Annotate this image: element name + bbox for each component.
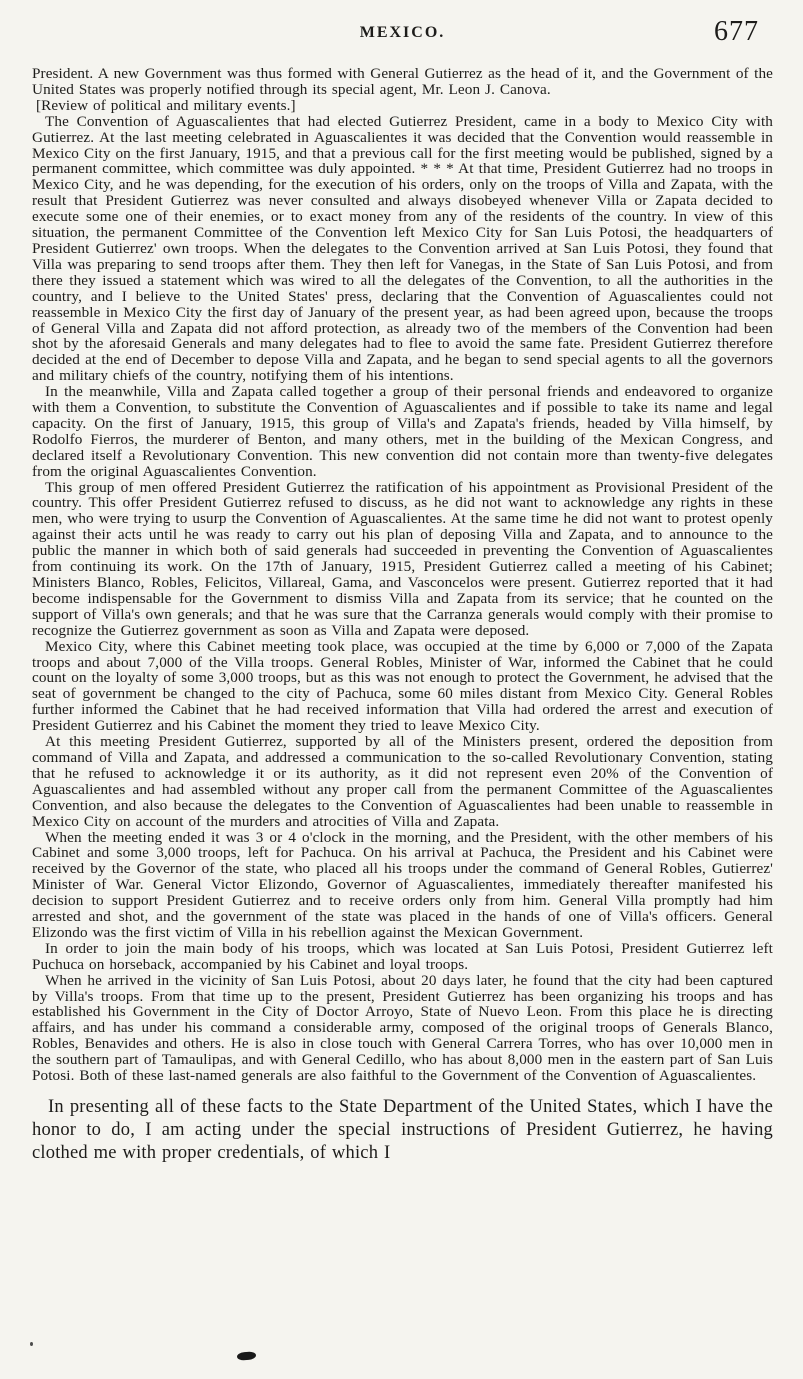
paragraph: At this meeting President Gutierrez, supported by all of the Ministers present, ordered the deposition from command of Villa and Zapata, and addressed a communication to the so-called Revolutionary Convention, stating that he refused to acknowledge it or its authority, as it did not represent even 20% of the Convention of Aguascalientes and had assembled without any proper call from the permanent Committee of the Aguascalientes Convention, and also because the delegates to the Convention of Aguascalientes had been unable to reassemble in Mexico City on account of the murders and atrocities of Villa and Zapata. <box>32 733 773 830</box>
paragraph: When he arrived in the vicinity of San Luis Potosi, about 20 days later, he found that the city had been captured by Villa's troops. From that time up to the present, President Gutierrez has been organizing his troops and has established his Government in the City of Doctor Arroyo, State of Nuevo Leon. From this place he is directing affairs, and has under his command a considerable army, composed of the original troops of Generals Blanco, Robles, Benavides and others. He is also in close touch with General Carrera Torres, who has over 10,000 men in the southern part of Tamaulipas, and with General Cedillo, who has about 8,000 men in the eastern part of San Luis Potosi. Both of these last-named generals are also faithful to the Government of the Convention of Aguascalientes. <box>32 971 773 1085</box>
page-body <box>32 66 773 1165</box>
paragraph: Mexico City, where this Cabinet meeting took place, was occupied at the time by 6,000 or 7,000 of the Zapata troops and about 7,000 of the Villa troops. General Robles, Minister of War, informed the Cabinet that he could count on the loyalty of some 3,000 troops, but as this was not enough to protect the Government, he advised that the seat of government be changed to the city of Pachuca, some 60 miles distant from Mexico City. General Robles further informed the Cabinet that he had received information that Villa had ordered the arrest and execution of President Gutierrez and his Cabinet the moment they tried to leave Mexico City. <box>32 637 773 735</box>
review-note: [Review of political and military events.] <box>36 96 296 114</box>
paragraph: The Convention of Aguascalientes that had elected Gutierrez President, came in a body to Mexico City with Gutierrez. At the last meeting celebrated in Aguascalientes it was decided that the Convention would reassemble in Mexico City on the first January, 1915, and that a previous call for the first meeting would be published, signed by a permanent committee, which committee was duly appointed. * * * At that time, President Gutierrez had no troops in Mexico City, and he was depending, for the execution of his orders, only on the troops of Villa and Zapata, with the result that President Gutierrez was never consulted and always disobeyed whenever Villa or Zapata decided to execute some one of their enemies, or to exact money from any of the residents of the country. In view of this situation, the permanent Committee of the Convention left Mexico City for San Luis Potosi, the headquarters of President Gutierrez' own troops. When the delegates to the Convention arrived at San Luis Potosi, they found that Villa was preparing to send troops after them. They then left for Vanegas, in the State of San Luis Potosi, and from there they issued a statement which was wired to all the delegates of the Convention, to all the authorities in the country, and I believe to the United States' press, declaring that the Convention of Aguascalientes could not reassemble in Mexico City the first day of January of the present year, as had been agreed upon, because the troops of General Villa and Zapata did not afford protection, as already two of the members of the Convention had been shot by the aforesaid Generals and many delegates had to flee to avoid the same fate. President Gutierrez therefore decided at the end of December to depose Villa and Zapata, and he began to send special agents to all the governors and military chiefs of the country, notifying them of his intentions. <box>32 112 773 385</box>
page-title: MEXICO. <box>359 24 446 41</box>
paragraph: In order to join the main body of his troops, which was located at San Luis Potosi, President Gutierrez left Puchuca on horseback, accompanied by his Cabinet and loyal troops. <box>32 939 773 973</box>
scan-artifact-dot <box>30 1342 33 1346</box>
closing-paragraph: In presenting all of these facts to the State Department of the United States, which I have the honor to do, I am acting under the special instructions of President Gutierrez, he having clothed me with proper credentials, of which I <box>32 1097 773 1163</box>
paragraph: In the meanwhile, Villa and Zapata called together a group of their personal friends and endeavored to organize with them a Convention, to substitute the Convention of Aguascalientes and if possible to take its name and legal capacity. On the first of January, 1915, this group of Villa's and Zapata's friends, headed by Villa himself, by Rodolfo Fierros, the murderer of Benton, and many others, met in the building of the Mexican Congress, and declared itself a Revolutionary Convention. This new convention did not contain more than twenty-five delegates from the original Aguascalientes Convention. <box>32 383 773 480</box>
scan-artifact-blob <box>237 1351 257 1361</box>
paragraph: When the meeting ended it was 3 or 4 o'clock in the morning, and the President, with the other members of his Cabinet and some 3,000 troops, left for Pachuca. On his arrival at Pachuca, the President and his Cabinet were received by the Governor of the state, who placed all his troops under the command of General Robles, Gutierrez' Minister of War. General Victor Elizondo, Governor of Aguascalientes, immediately thereafter manifested his decision to support President Gutierrez and to receive orders only from him. General Villa promptly had him arrested and shot, and the government of the state was placed in the hands of one of Villa's officers. General Elizondo was the first victim of Villa in his rebellion against the Mexican Government. <box>32 828 773 941</box>
page-header <box>32 16 773 60</box>
paragraph-continuation: President. A new Government was thus formed with General Gutierrez as the head of it, and the Government of the United States was properly notified through its special agent, Mr. Leon J. Canova. <box>32 65 773 98</box>
page-number: 677 <box>714 16 759 47</box>
paragraph: This group of men offered President Gutierrez the ratification of his appointment as Provisional President of the country. This offer President Gutierrez refused to discuss, as he did not want to acknowledge any rights in these men, who were trying to usurp the Convention of Aguascalientes. At the same time he did not want to protest openly against their acts until he was ready to carry out his plan of deposing Villa and Zapata, and to announce to the public the manner in which both of said generals had succeeded in preventing the Convention of Aguascalientes from continuing its work. On the 17th of January, 1915, President Gutierrez called a meeting of his Cabinet; Ministers Blanco, Robles, Felicitos, Villareal, Gama, and Vasconcelos were present. Gutierrez reported that it had become indispensable for the Government to dismiss Villa and Zapata from its service; that he counted on the support of Villa's own generals; and that he was sure that the Carranza generals would comply with their promise to recognize the Gutierrez government as soon as Villa and Zapata were deposed. <box>32 478 773 639</box>
